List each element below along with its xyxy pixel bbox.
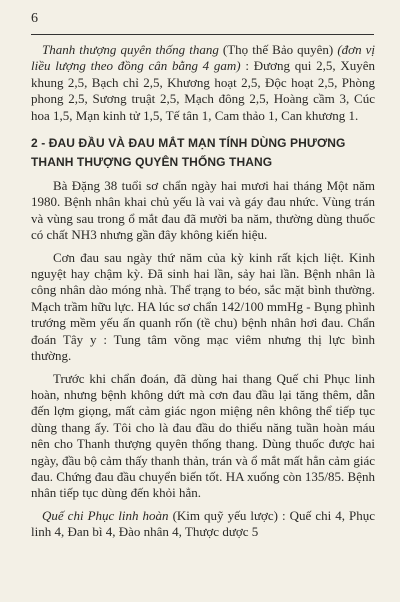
formula-source: (Kim quỹ yếu lược) (168, 507, 278, 523)
formula-unit-note: (đơn vị liều lượng theo đồng cân bằng 4 gam) (31, 42, 376, 74)
formula-source: (Thọ thế Bảo quyên) (218, 42, 334, 57)
page-content (31, 42, 375, 541)
formula-paragraph (31, 508, 375, 541)
page-number: 6 (31, 11, 38, 26)
section-heading: 2 - ĐAU ĐẦU VÀ ĐAU MẮT MẠN TÍNH DÙNG PHƯƠNG THANH THƯỢNG QUYÊN THỐNG THANG (31, 136, 346, 170)
formula-name: Quế chi Phục linh hoàn (42, 507, 169, 523)
body-paragraph: Cơn đau sau ngày thứ năm của kỳ kinh rất kịch liệt. Kinh nguyệt hay chậm kỳ. Đã sinh hai lần, sảy hai lần. Bệnh nhân là công nhân dào móng nhà. Thể trạng to béo, sắc mặt bình thường. Mạch trầm hữu lực. HA lúc sơ chẩn 142/100 mmHg - Bụng phình trướng mềm yếu ấn quanh rốn (tề chu) bệnh nhân hơi đau. Chẩn đoán Tây y : Tung tâm võng mạc viêm nhưng thị lực bình thường. (31, 249, 375, 364)
body-paragraph: Bà Đặng 38 tuổi sơ chẩn ngày hai mươi hai tháng Một năm 1980. Bệnh nhân khai chủ yếu là vai và gáy đau nhức. Vùng trán và vùng sau trong ổ mắt đau đã mười ba năm, thường dùng thuốc có chất NH3 nhưng gần đây không kiến hiệu. (31, 178, 375, 243)
body-paragraph: Trước khi chẩn đoán, đã dùng hai thang Quế chi Phục linh hoàn, nhưng bệnh không dứt mà cơn đau đầu lại tăng thêm, dẫn đến lợm giọng, mất cảm giác ngon miệng nên không thể tiếp tục dùng thang ấy. Tôi cho là đau đầu do thiểu năng tuần hoàn máu nên cho Thanh thượng quyên thống thang. Dùng thuốc được hai ngày, đầu bộ cảm thấy thanh thản, trán và ổ mắt mất hẳn cảm giác đau. Chứng đau đầu chuyển biến tốt. HA xuống còn 135/85. Bệnh nhân tiếp tục dùng đến khỏi hẳn. (31, 370, 375, 501)
formula-name: Thanh thượng quyên thống thang (42, 42, 219, 57)
header-rule (31, 34, 374, 35)
formula-paragraph (31, 42, 375, 124)
formula-ingredients: : Đương qui 2,5, Xuyên khung 2,5, Bạch chỉ 2,5, Khương hoạt 2,5, Độc hoạt 2,5, Phòng phong 2,5, Sương truật 2,5, Mạch đông 2,5, Hoàng cầm 3, Cúc hoa 1,5, Mạn kinh tử 1,5, Tế tân 1, Cam thảo 1, Can khương 1. (31, 58, 375, 123)
formula-ingredients: : Quế chi 4, Phục linh 4, Đan bì 4, Đào nhân 4, Thược dược 5 (31, 507, 376, 540)
